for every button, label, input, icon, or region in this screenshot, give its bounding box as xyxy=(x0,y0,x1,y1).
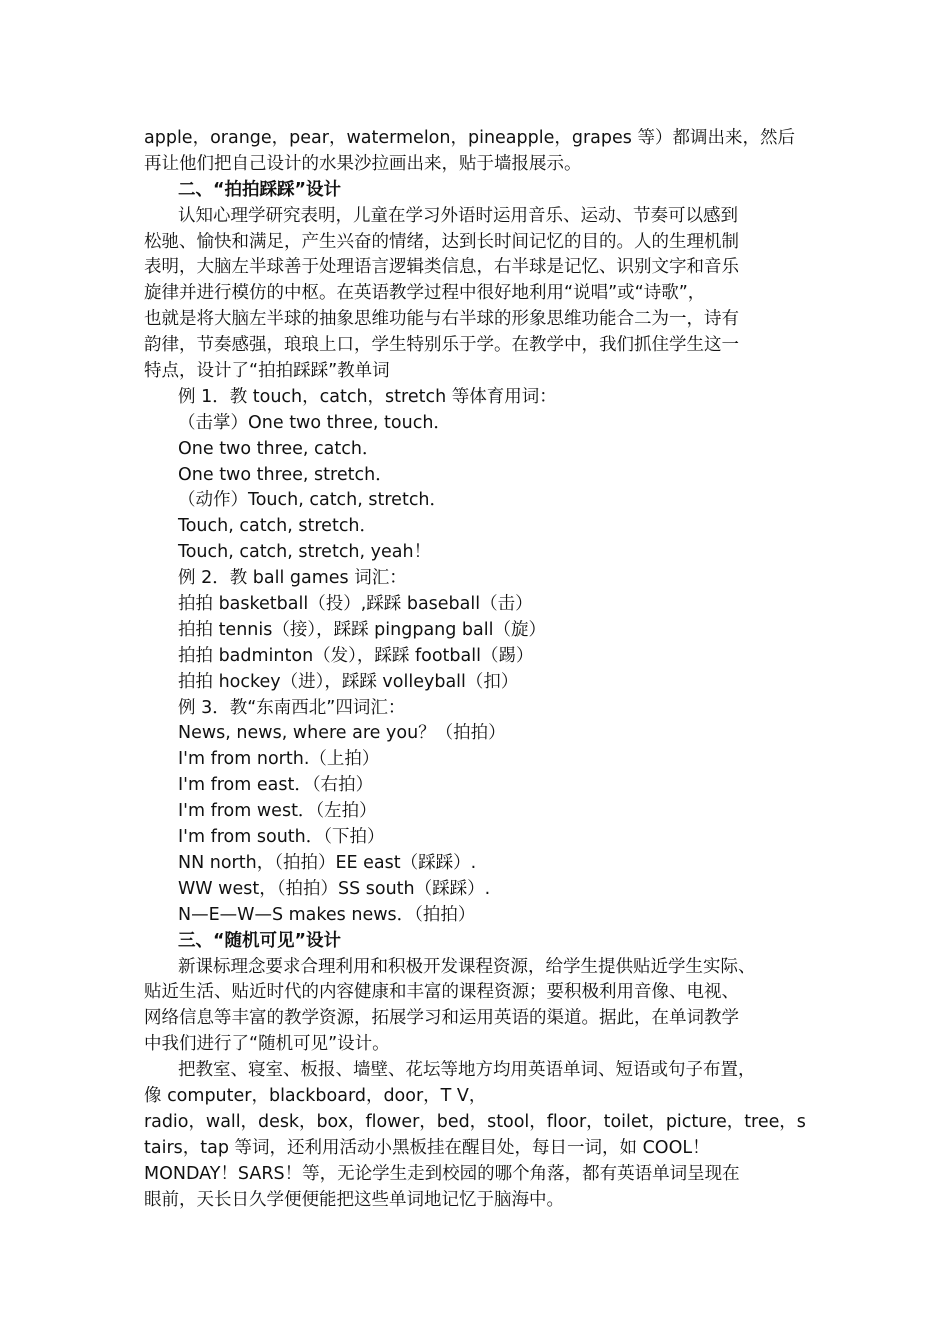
text-line: I'm from north.（上拍） xyxy=(178,749,380,770)
text-line: NN north，（拍拍）EE east（踩踩）. xyxy=(178,852,477,873)
document-page xyxy=(144,126,806,1213)
text-line: 把教室、寝室、板报、墙壁、花坛等地方均用英语单词、短语或句子布置， xyxy=(178,1060,756,1081)
text-line: 网络信息等丰富的教学资源，拓展学习和运用英语的渠道。据此，在单词教学 xyxy=(144,1008,739,1029)
text-line: 再让他们把自己设计的水果沙拉画出来，贴于墙报展示。 xyxy=(144,153,582,174)
text-line: MONDAY！SARS！等，无论学生走到校园的哪个角落，都有英语单词呈现在 xyxy=(144,1163,740,1184)
text-line: 松驰、愉快和满足，产生兴奋的情绪，达到长时间记忆的目的。人的生理机制 xyxy=(144,231,739,252)
text-line: I'm from south．（下拍） xyxy=(178,827,385,848)
text-line: One two three, catch． xyxy=(178,438,380,459)
text-line: One two three, stretch． xyxy=(178,464,393,485)
text-line: apple，orange，pear，watermelon，pineapple，grapes 等）都调出来，然后 xyxy=(144,128,795,148)
text-line: Touch, catch, stretch． xyxy=(178,516,378,537)
text-line: （动作）Touch, catch, stretch． xyxy=(178,490,448,511)
text-line: I'm from east．（右拍） xyxy=(178,775,374,796)
text-line: 特点，设计了“拍拍踩踩”教单词 xyxy=(144,361,390,382)
text-line: 韵律，节奏感强，琅琅上口，学生特别乐于学。在教学中，我们抓住学生这一 xyxy=(144,335,739,356)
text-line: 例 3．教“东南西北”四词汇： xyxy=(178,697,406,718)
text-line: Touch, catch, stretch, yeah！ xyxy=(178,542,432,563)
text-line: 贴近生活、贴近时代的内容健康和丰富的课程资源；要积极利用音像、电视、 xyxy=(144,982,739,1003)
text-line: 拍拍 tennis（接），踩踩 pingpang ball（旋） xyxy=(178,619,546,640)
text-line: 例 1．教 touch，catch，stretch 等体育用词： xyxy=(178,386,557,407)
text-line: 也就是将大脑左半球的抽象思维功能与右半球的形象思维功能合二为一，诗有 xyxy=(144,309,739,330)
text-line: （击掌）One two three, touch． xyxy=(178,412,451,433)
text-line: 拍拍 hockey（进），踩踩 volleyball（扣） xyxy=(178,671,519,692)
text-line: 拍拍 basketball（投）,踩踩 baseball（击） xyxy=(178,594,533,615)
text-line: 认知心理学研究表明，儿童在学习外语时运用音乐、运动、节奏可以感到 xyxy=(178,205,738,226)
text-line: 新课标理念要求合理利用和积极开发课程资源，给学生提供贴近学生实际、 xyxy=(178,956,756,977)
section-heading: 二、“拍拍踩踩”设计 xyxy=(178,179,342,200)
text-line: radio，wall，desk，box，flower，bed，stool，floor，toilet，picture，tree，s xyxy=(144,1111,806,1132)
text-line: 像 computer，blackboard，door，T V， xyxy=(144,1085,487,1106)
text-line: 眼前，天长日久学便便能把这些单词地记忆于脑海中。 xyxy=(144,1189,564,1210)
text-line: News, news, where are you？（拍拍） xyxy=(178,723,506,744)
section-heading: 三、“随机可见”设计 xyxy=(178,930,342,951)
text-line: 表明，大脑左半球善于处理语言逻辑类信息，右半球是记忆、识别文字和音乐 xyxy=(144,257,739,278)
text-line: I'm from west．（左拍） xyxy=(178,801,377,822)
text-line: 拍拍 badminton（发），踩踩 football（踢） xyxy=(178,645,534,666)
text-line: 旋律并进行模仿的中枢。在英语教学过程中很好地利用“说唱”或“诗歌”， xyxy=(144,283,706,304)
text-line: 中我们进行了“随机可见”设计。 xyxy=(144,1034,390,1055)
text-line: 例 2．教 ball games 词汇： xyxy=(178,568,407,589)
text-line: N—E—W—S makes news．（拍拍） xyxy=(178,904,476,925)
text-line: tairs，tap 等词，还利用活动小黑板挂在醒目处，每日一词，如 COOL！ xyxy=(144,1137,710,1158)
text-line: WW west，（拍拍）SS south（踩踩）. xyxy=(178,878,491,899)
